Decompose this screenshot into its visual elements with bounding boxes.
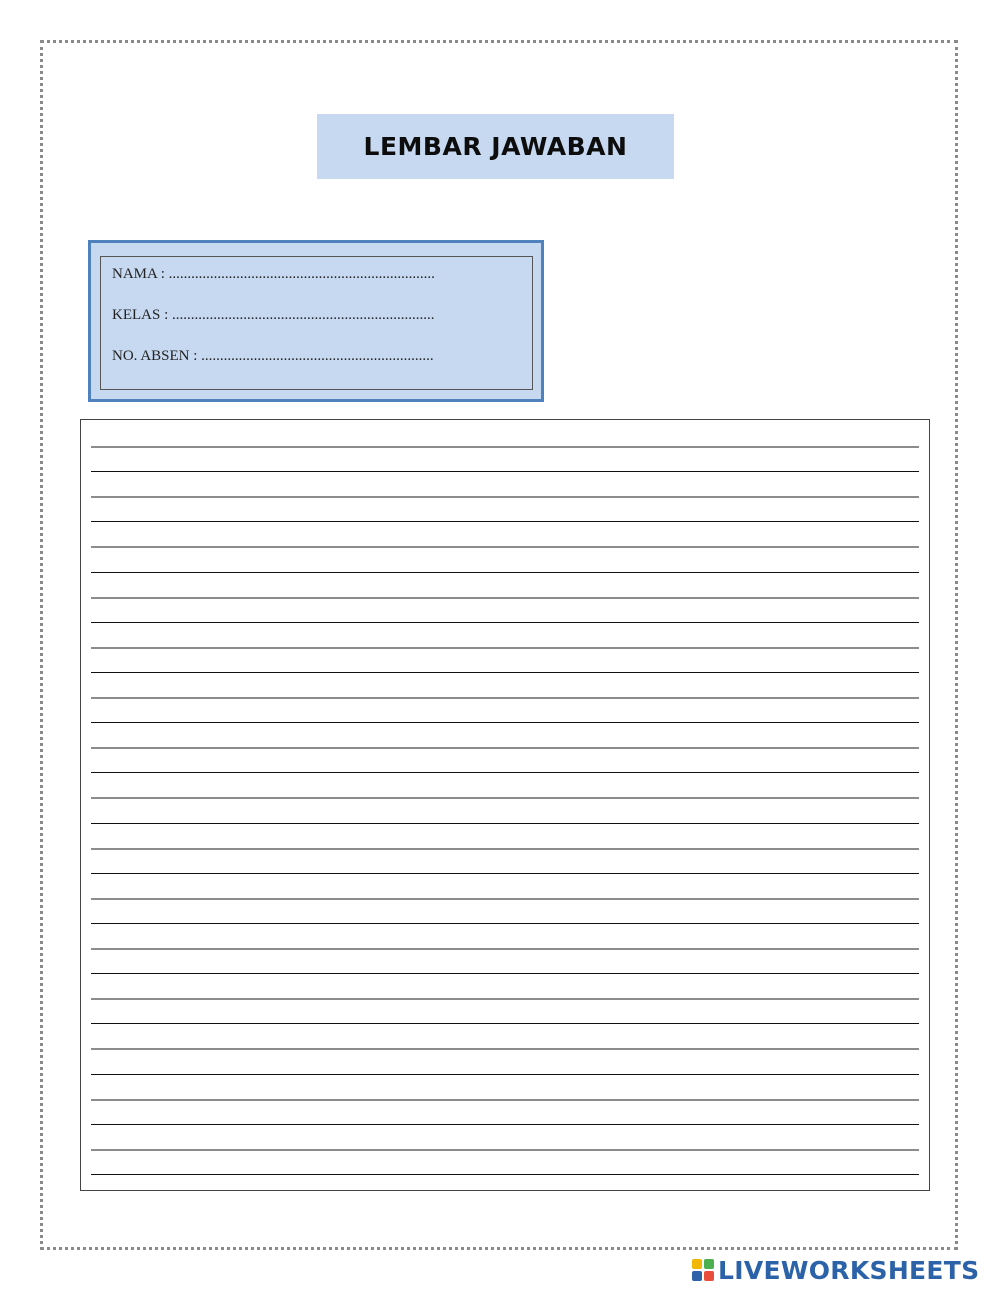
answer-line xyxy=(91,496,919,498)
answer-line xyxy=(91,1124,919,1125)
liveworksheets-logo-icon xyxy=(692,1259,714,1281)
answer-line xyxy=(91,1174,919,1175)
page-title: LEMBAR JAWABAN xyxy=(363,132,628,161)
answer-line xyxy=(91,747,919,749)
brand-text: LIVEWORKSHEETS xyxy=(718,1255,980,1285)
answer-line xyxy=(91,597,919,599)
answer-line xyxy=(91,672,919,673)
answer-line xyxy=(91,572,919,573)
answer-line xyxy=(91,848,919,850)
title-banner xyxy=(317,114,674,179)
answer-line xyxy=(91,998,919,1000)
answer-line xyxy=(91,948,919,950)
answer-area[interactable] xyxy=(80,419,930,1191)
student-info-box xyxy=(88,240,544,402)
answer-line xyxy=(91,772,919,773)
answer-line xyxy=(91,1149,919,1151)
answer-line xyxy=(91,923,919,924)
answer-line xyxy=(91,622,919,623)
liveworksheets-brand xyxy=(692,1255,979,1285)
answer-line xyxy=(91,722,919,723)
answer-line xyxy=(91,973,919,974)
answer-line xyxy=(91,823,919,824)
answer-line xyxy=(91,898,919,900)
absen-number-field[interactable]: NO. ABSEN : .............................................................. xyxy=(112,348,434,364)
answer-line xyxy=(91,471,919,472)
answer-line xyxy=(91,546,919,548)
answer-line xyxy=(91,521,919,522)
answer-line xyxy=(91,1074,919,1075)
answer-line xyxy=(91,1048,919,1050)
answer-line xyxy=(91,446,919,448)
answer-line xyxy=(91,797,919,799)
answer-line xyxy=(91,1099,919,1101)
class-field[interactable]: KELAS : ...................................................................... xyxy=(112,307,435,323)
answer-line xyxy=(91,873,919,874)
answer-line xyxy=(91,1023,919,1024)
name-field[interactable]: NAMA : ....................................................................... xyxy=(112,266,435,282)
answer-line xyxy=(91,697,919,699)
answer-line xyxy=(91,647,919,649)
student-info-inner-frame xyxy=(100,256,533,390)
